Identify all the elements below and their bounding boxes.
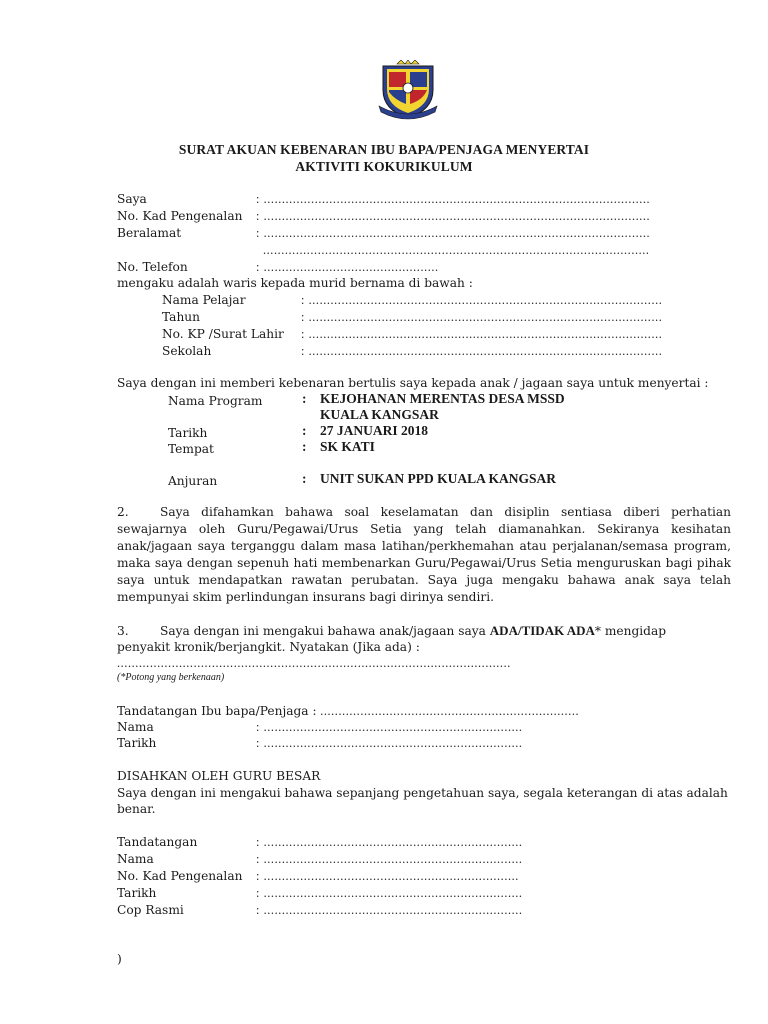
- paragraph-2: [117, 504, 731, 606]
- tahun-label: Tahun: [162, 310, 200, 324]
- gb-nama-field[interactable]: : .......................................................................: [256, 852, 523, 866]
- school-crest-icon: [377, 60, 439, 122]
- tarikh-label: Tarikh: [168, 426, 208, 440]
- gb-tarikh-label: Tarikh: [117, 886, 157, 900]
- footer-mark: ): [117, 952, 122, 966]
- program-value-line2: KUALA KANGSAR: [320, 407, 439, 422]
- parent-tarikh-field[interactable]: : .......................................................................: [256, 736, 523, 750]
- alamat-field-line2[interactable]: ..........................................................................................................: [263, 243, 650, 257]
- parent-nama-label: Nama: [117, 720, 154, 734]
- kp-field[interactable]: : ..........................................................................................................: [256, 209, 651, 223]
- document-title-line2: AKTIVITI KOKURIKULUM: [295, 159, 473, 174]
- gb-signature-label: Tandatangan: [117, 835, 198, 849]
- saya-label: Saya: [117, 192, 147, 206]
- anjuran-label: Anjuran: [168, 474, 218, 488]
- penyakit-field[interactable]: ............................................................................................................: [117, 656, 511, 670]
- program-value-line1: KEJOHANAN MERENTAS DESA MSSD: [320, 391, 565, 406]
- paragraph-3-line1: [117, 623, 666, 639]
- paragraph-3-line2: penyakit kronik/berjangkit. Nyatakan (Jika ada) :: [117, 640, 420, 654]
- parent-signature-row: [117, 703, 579, 719]
- paragraph-3-text-before: Saya dengan ini mengakui bahawa anak/jagaan saya: [160, 624, 490, 638]
- gb-tarikh-field[interactable]: : .......................................................................: [256, 886, 523, 900]
- kp-pelajar-field[interactable]: : .................................................................................................: [301, 327, 663, 341]
- paragraph-2-number: 2.: [117, 505, 129, 519]
- gb-cop-field[interactable]: : .......................................................................: [256, 903, 523, 917]
- sekolah-field[interactable]: : .................................................................................................: [301, 344, 663, 358]
- footnote-potong: (*Potong yang berkenaan): [117, 672, 225, 683]
- paragraph-3-number: 3.: [117, 624, 129, 638]
- tarikh-colon: :: [302, 423, 307, 438]
- program-colon: :: [302, 391, 307, 406]
- document-title-line1: SURAT AKUAN KEBENARAN IBU BAPA/PENJAGA MENYERTAI: [178, 142, 590, 157]
- tarikh-value: 27 JANUARI 2018: [320, 423, 428, 438]
- parent-nama-field[interactable]: : .......................................................................: [256, 720, 523, 734]
- parent-tarikh-label: Tarikh: [117, 736, 157, 750]
- parent-signature-field[interactable]: .......................................................................: [316, 704, 580, 718]
- kp-pelajar-label: No. KP /Surat Lahir: [162, 327, 284, 341]
- headmaster-text-line2: benar.: [117, 802, 156, 816]
- tempat-colon: :: [302, 439, 307, 454]
- ada-tidak-ada: ADA/TIDAK ADA: [489, 623, 595, 638]
- tempat-label: Tempat: [168, 442, 214, 456]
- gb-kp-label: No. Kad Pengenalan: [117, 869, 243, 883]
- alamat-label: Beralamat: [117, 226, 182, 240]
- gb-signature-field[interactable]: : .......................................................................: [256, 835, 523, 849]
- headmaster-heading: DISAHKAN OLEH GURU BESAR: [117, 769, 321, 783]
- paragraph-2-text: Saya difahamkan bahawa soal keselamatan dan disiplin sentiasa diberi perhatian sewajarnya oleh Guru/Pegawai/Urus Setia yang telah diamanahkan. Sekiranya kesihatan anak/jagaan saya terganggu dalam masa latihan/perkhemahan atau perjalanan/semasa program, maka saya dengan sepenuh hati membenarkan Guru/Pegawai/Urus Setia menguruskan bagi pihak saya untuk mendapatkan rawatan perubatan. Saya juga mengaku bahawa anak saya telah mempunyai skim perlindungan insurans bagi dirinya sendiri.: [117, 505, 731, 604]
- saya-field[interactable]: : ..........................................................................................................: [256, 192, 651, 206]
- tahun-field[interactable]: : .................................................................................................: [301, 310, 663, 324]
- gb-kp-field[interactable]: : ......................................................................: [256, 869, 519, 883]
- ward-intro: mengaku adalah waris kepada murid bernama di bawah :: [117, 276, 473, 290]
- permission-intro: Saya dengan ini memberi kebenaran bertulis saya kepada anak / jagaan saya untuk menyertai :: [117, 376, 709, 390]
- anjuran-colon: :: [302, 471, 307, 486]
- telefon-field[interactable]: : ................................................: [256, 260, 439, 274]
- anjuran-value: UNIT SUKAN PPD KUALA KANGSAR: [320, 471, 557, 486]
- kp-label: No. Kad Pengenalan: [117, 209, 243, 223]
- sekolah-label: Sekolah: [162, 344, 212, 358]
- nama-pelajar-field[interactable]: : .................................................................................................: [301, 293, 663, 307]
- telefon-label: No. Telefon: [117, 260, 188, 274]
- program-label: Nama Program: [168, 394, 263, 408]
- headmaster-text-line1: Saya dengan ini mengakui bahawa sepanjang pengetahuan saya, segala keterangan di atas adalah: [117, 786, 728, 800]
- paragraph-3-text-after: * mengidap: [594, 624, 667, 638]
- gb-cop-label: Cop Rasmi: [117, 903, 184, 917]
- alamat-field[interactable]: : ..........................................................................................................: [256, 226, 651, 240]
- nama-pelajar-label: Nama Pelajar: [162, 293, 246, 307]
- tempat-value: SK KATI: [320, 439, 375, 454]
- parent-signature-label: Tandatangan Ibu bapa/Penjaga :: [117, 704, 317, 718]
- gb-nama-label: Nama: [117, 852, 154, 866]
